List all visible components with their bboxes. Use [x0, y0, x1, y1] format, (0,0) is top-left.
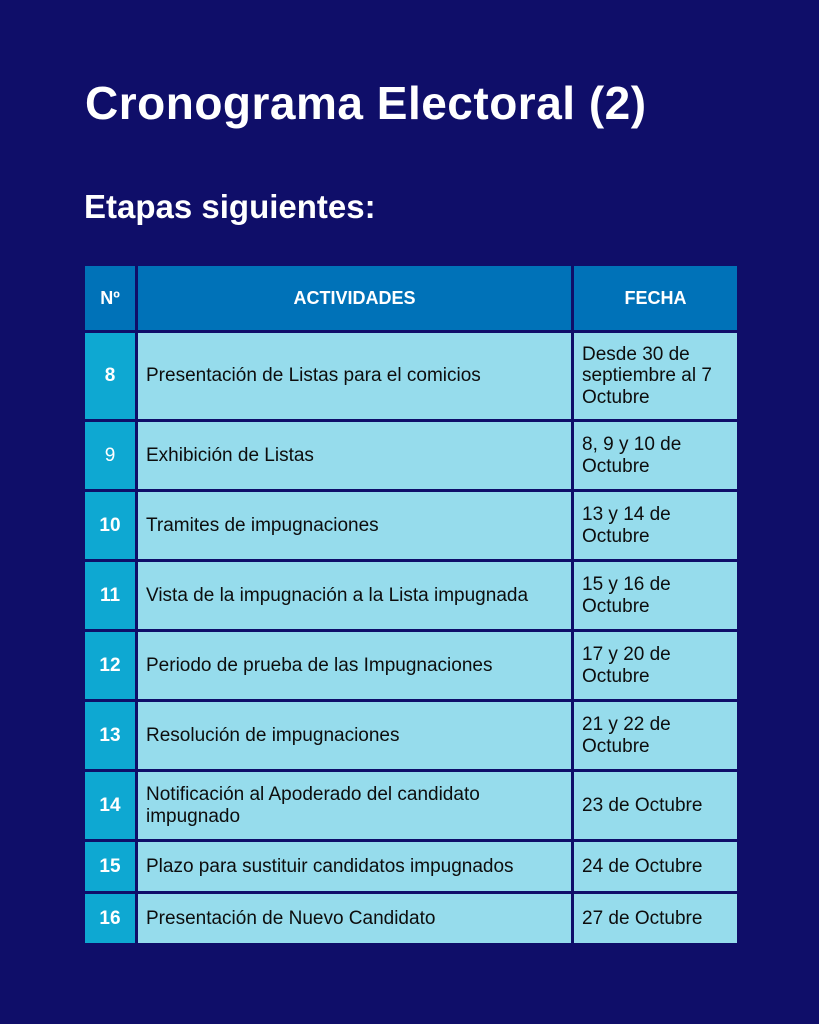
row-number-cell: 15: [84, 841, 137, 893]
activity-cell: Presentación de Listas para el comicios: [137, 332, 573, 421]
col-header-date: FECHA: [573, 265, 739, 332]
row-number-cell: 8: [84, 332, 137, 421]
row-number-cell: 12: [84, 631, 137, 701]
date-cell: 8, 9 y 10 de Octubre: [573, 421, 739, 491]
date-cell: 24 de Octubre: [573, 841, 739, 893]
row-number-cell: 16: [84, 893, 137, 945]
activity-cell: Plazo para sustituir candidatos impugnados: [137, 841, 573, 893]
row-number-cell: 11: [84, 561, 137, 631]
activity-cell: Resolución de impugnaciones: [137, 701, 573, 771]
activity-cell: Periodo de prueba de las Impugnaciones: [137, 631, 573, 701]
table-row: [84, 332, 739, 421]
date-cell: 13 y 14 de Octubre: [573, 491, 739, 561]
page-subtitle: Etapas siguientes:: [84, 188, 376, 225]
row-number-cell: 13: [84, 701, 137, 771]
row-number-cell: 10: [84, 491, 137, 561]
activity-cell: Notificación al Apoderado del candidato impugnado: [137, 771, 573, 841]
col-header-activities: ACTIVIDADES: [137, 265, 573, 332]
table-row: [84, 561, 739, 631]
table-header-row: [84, 265, 739, 332]
activity-cell: Vista de la impugnación a la Lista impugnada: [137, 561, 573, 631]
activity-cell: Presentación de Nuevo Candidato: [137, 893, 573, 945]
page-title: Cronograma Electoral (2): [85, 77, 647, 129]
date-cell: 17 y 20 de Octubre: [573, 631, 739, 701]
table-row: [84, 491, 739, 561]
date-cell: Desde 30 de septiembre al 7 Octubre: [573, 332, 739, 421]
row-number-cell: 9: [84, 421, 137, 491]
table-row: [84, 421, 739, 491]
activity-cell: Exhibición de Listas: [137, 421, 573, 491]
date-cell: 27 de Octubre: [573, 893, 739, 945]
activity-cell: Tramites de impugnaciones: [137, 491, 573, 561]
date-cell: 15 y 16 de Octubre: [573, 561, 739, 631]
table-row: [84, 701, 739, 771]
date-cell: 21 y 22 de Octubre: [573, 701, 739, 771]
date-cell: 23 de Octubre: [573, 771, 739, 841]
col-header-num: Nº: [84, 265, 137, 332]
row-number-cell: 14: [84, 771, 137, 841]
table-row: [84, 631, 739, 701]
table-row: [84, 893, 739, 945]
table-row: [84, 841, 739, 893]
table-row: [84, 771, 739, 841]
electoral-schedule-table: [82, 263, 740, 946]
